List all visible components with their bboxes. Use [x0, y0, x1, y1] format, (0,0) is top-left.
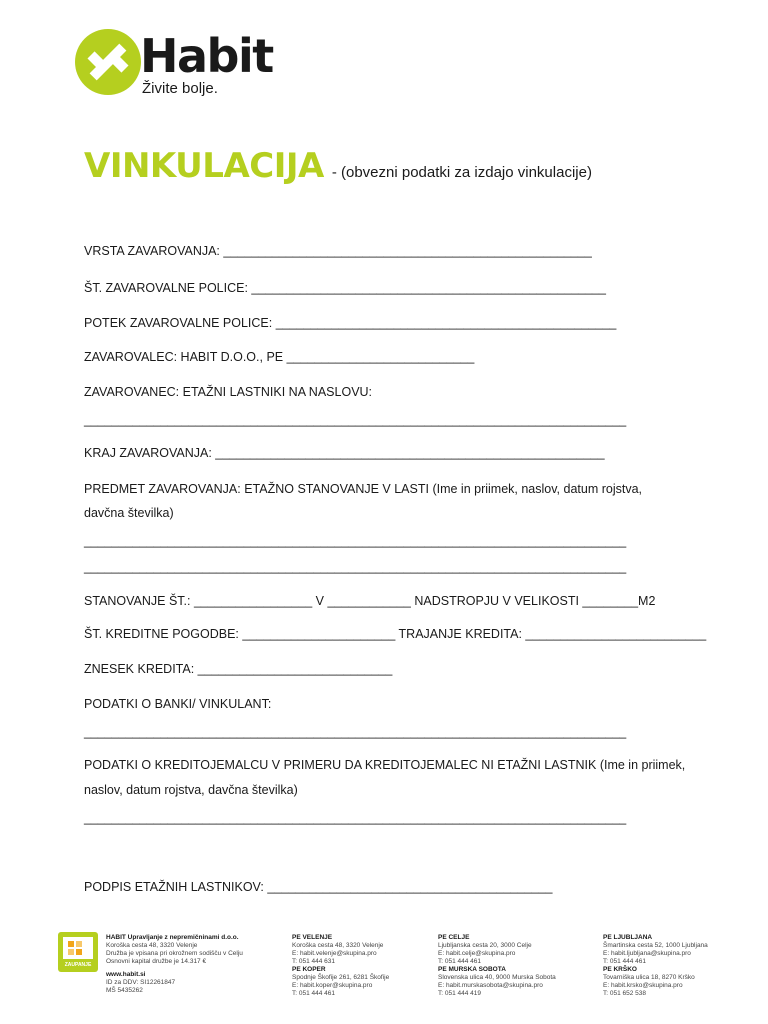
field-subject-line-2: ______________________________________________________________________________: [84, 560, 627, 574]
unit-name: PE VELENJE: [292, 934, 333, 941]
unit-address: Ljubljanska cesta 20, 3000 Celje: [438, 942, 532, 949]
brand-name: Habit: [140, 29, 273, 83]
unit-name: PE KOPER: [292, 966, 326, 973]
field-subject-label: PREDMET ZAVAROVANJA: ETAŽNO STANOVANJE V LASTI (Ime in priimek, naslov, datum rojstva,: [84, 482, 642, 496]
field-insured-line: ______________________________________________________________________________: [84, 413, 627, 427]
unit-velenje: [292, 934, 383, 966]
habit-logo: [74, 26, 304, 104]
field-policy-number: ŠT. ZAVAROVALNE POLICE: ___________________________________________________: [84, 281, 606, 295]
field-insurance-location: KRAJ ZAVAROVANJA: ________________________________________________________: [84, 446, 605, 460]
unit-address: Koroška cesta 48, 3320 Velenje: [292, 942, 384, 949]
field-signature: PODPIS ETAŽNIH LASTNIKOV: _________________________________________: [84, 880, 553, 894]
company-web-link[interactable]: www.habit.si: [106, 971, 146, 978]
page-footer: [0, 920, 768, 1000]
unit-address: Šmartinska cesta 52, 1000 Ljubljana: [603, 942, 708, 949]
unit-name: PE MURSKA SOBOTA: [438, 966, 506, 973]
field-insured-label: ZAVAROVANEC: ETAŽNI LASTNIKI NA NASLOVU:: [84, 385, 373, 399]
unit-phone: T: 051 444 461: [603, 958, 647, 965]
unit-name: PE CELJE: [438, 934, 470, 941]
unit-email: E: habit.celje@skupina.pro: [438, 950, 516, 957]
unit-phone: T: 051 444 461: [292, 990, 336, 997]
document-subtitle: - (obvezni podatki za izdajo vinkulacije): [331, 164, 592, 181]
unit-email: E: habit.velenje@skupina.pro: [292, 950, 377, 957]
field-borrower-line: ______________________________________________________________________________: [84, 811, 627, 825]
trust-badge: [58, 932, 98, 972]
brand-slogan: Živite bolje.: [142, 80, 218, 97]
company-ms: MŠ 5435262: [106, 987, 143, 994]
unit-email: E: habit.koper@skupina.pro: [292, 982, 373, 989]
field-policy-expiry: POTEK ZAVAROVALNE POLICE: _________________________________________________: [84, 316, 617, 330]
company-vat: ID za DDV: SI12261847: [106, 979, 176, 986]
field-bank-label: PODATKI O BANKI/ VINKULANT:: [84, 697, 272, 711]
field-apartment: STANOVANJE ŠT.: _________________ V ____________ NADSTROPJU V VELIKOSTI ________M2: [84, 594, 656, 608]
company-capital: Osnovni kapital družbe je 14.317 €: [106, 958, 207, 965]
unit-address: Slovenska ulica 40, 9000 Murska Sobota: [438, 974, 556, 981]
unit-name: PE KRŠKO: [603, 966, 637, 973]
unit-address: Spodnje Škofije 261, 6281 Škofije: [292, 974, 390, 981]
company-name: HABIT Upravljanje z nepremičninami d.o.o.: [106, 934, 239, 941]
unit-phone: T: 051 444 461: [438, 958, 482, 965]
unit-phone: T: 051 444 419: [438, 990, 482, 997]
habit-logo-icon: [74, 28, 142, 96]
field-subject-label-cont: davčna številka): [84, 506, 174, 520]
unit-address: Tovarniška ulica 18, 8270 Krško: [603, 974, 695, 981]
document-title-row: [84, 146, 592, 186]
company-address: Koroška cesta 48, 3320 Velenje: [106, 942, 198, 949]
trust-badge-square-icon: [76, 941, 82, 947]
field-subject-line-1: ______________________________________________________________________________: [84, 534, 627, 548]
unit-name: PE LJUBLJANA: [603, 934, 653, 941]
trust-badge-label: ZAUPANJE: [64, 962, 92, 968]
company-register: Družba je vpisana pri okrožnem sodišču v Celju: [106, 950, 243, 957]
unit-krsko: [603, 966, 695, 998]
field-credit-amount: ZNESEK KREDITA: ____________________________: [84, 662, 393, 676]
trust-badge-square-icon: [68, 941, 74, 947]
trust-badge-square-icon: [68, 949, 74, 955]
unit-phone: T: 051 652 538: [603, 990, 647, 997]
field-borrower-label-cont: naslov, datum rojstva, davčna številka): [84, 783, 298, 797]
unit-ljubljana: [603, 934, 708, 966]
unit-phone: T: 051 444 631: [292, 958, 336, 965]
document-title: VINKULACIJA: [84, 146, 324, 186]
company-info: [106, 934, 286, 995]
unit-koper: [292, 966, 389, 998]
field-borrower-label: PODATKI O KREDITOJEMALCU V PRIMERU DA KREDITOJEMALEC NI ETAŽNI LASTNIK (Ime in priimek,: [84, 758, 686, 772]
field-credit-contract: ŠT. KREDITNE POGODBE: ______________________ TRAJANJE KREDITA: __________________________: [84, 627, 707, 641]
trust-badge-square-icon: [76, 949, 82, 955]
unit-celje: [438, 934, 532, 966]
unit-email: E: habit.murskasobota@skupina.pro: [438, 982, 543, 989]
unit-murska-sobota: [438, 966, 556, 998]
field-insurer: ZAVAROVALEC: HABIT D.O.O., PE ___________________________: [84, 350, 475, 364]
field-insurance-type: VRSTA ZAVAROVANJA: _____________________________________________________: [84, 244, 592, 258]
field-bank-line: ______________________________________________________________________________: [84, 725, 627, 739]
unit-email: E: habit.ljubljana@skupina.pro: [603, 950, 691, 957]
unit-email: E: habit.krsko@skupina.pro: [603, 982, 683, 989]
